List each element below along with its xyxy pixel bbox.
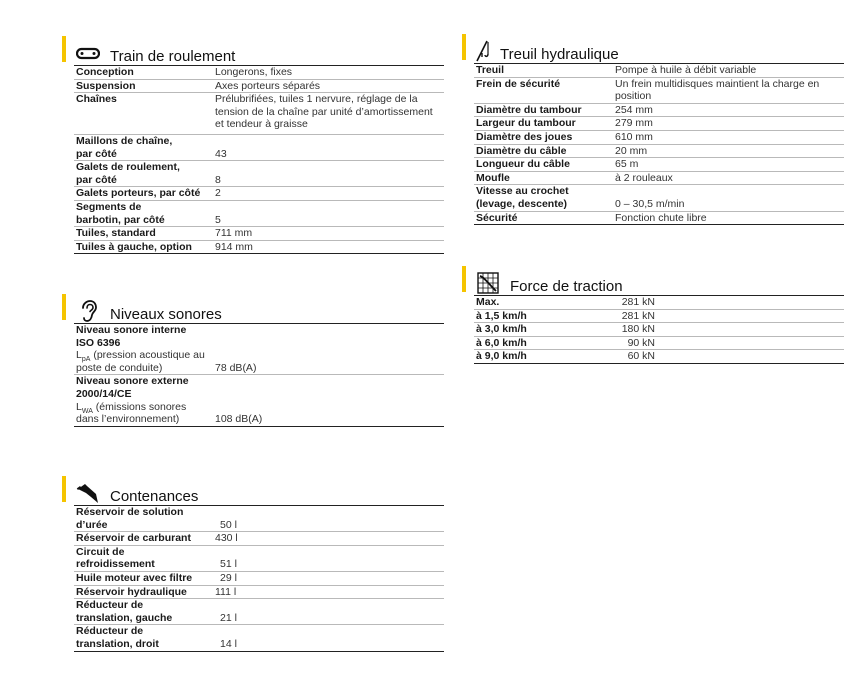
fuel-nozzle-icon [76, 481, 100, 505]
capacities-table [74, 505, 444, 652]
table-row: à 6,0 km/h 90 kN [474, 337, 844, 351]
traction-table [474, 295, 844, 364]
section-niveaux-sonores [62, 294, 444, 426]
table-row: Longueur du câble 65 m [474, 158, 844, 172]
table-row: Vitesse au crochet (levage, descente) 0 – 30,5 m/min [474, 185, 844, 211]
table-row: $L_{pA}$ (pression acoustique au poste de conduite) 78 dB(A) [74, 349, 444, 375]
winch-table [474, 63, 844, 225]
table-row: Conception Longerons, fixes [74, 66, 444, 80]
table-row: Sécurité Fonction chute libre [476, 211, 707, 224]
section-title: Treuil hydraulique [500, 46, 619, 63]
table-row: Huile moteur avec filtre 29 l [74, 572, 444, 586]
section-title: Contenances [110, 488, 199, 505]
grid-chart-icon [476, 271, 500, 295]
table-row: Niveau sonore externe 2000/14/CE [76, 375, 189, 400]
table-row: Réducteur de translation, droit 14 l [76, 625, 237, 650]
sound-table [74, 323, 444, 427]
section-force-de-traction [462, 266, 844, 363]
section-train-de-roulement [62, 36, 444, 253]
winch-hook-icon [474, 39, 498, 63]
section-title: Train de roulement [110, 48, 236, 65]
section-accent-bar [62, 36, 66, 62]
table-row: Largeur du tambour 279 mm [474, 117, 844, 131]
table-row: Maillons de chaîne, par côté 43 [74, 135, 444, 161]
table-row: à 9,0 km/h 60 kN [476, 350, 655, 363]
table-row: Réservoir de solution d’urée 50 l [74, 506, 444, 532]
train-table [74, 65, 444, 254]
section-title: Force de traction [510, 278, 623, 295]
table-row: Circuit de refroidissement 51 l [74, 546, 444, 572]
table-row: Chaînes Prélubrifiées, tuiles 1 nervure, réglage de la tension de la chaîne par unité d’amortissement et tendeur à graisse [74, 93, 444, 135]
section-accent-bar [62, 476, 66, 502]
section-accent-bar [462, 266, 466, 292]
table-row: Segments de barbotin, par côté 5 [74, 201, 444, 227]
table-row: Treuil Pompe à huile à débit variable [474, 64, 844, 78]
section-contenances [62, 476, 444, 650]
table-row: Moufle à 2 rouleaux [474, 172, 844, 186]
table-row: Réducteur de translation, gauche 21 l [74, 599, 444, 625]
table-row: Réservoir hydraulique 111 l [74, 586, 444, 600]
table-row: Tuiles, standard 711 mm [74, 227, 444, 241]
ear-icon [76, 299, 100, 323]
table-row: Suspension Axes porteurs séparés [74, 80, 444, 94]
section-treuil-hydraulique [462, 34, 844, 224]
table-row: $L_{WA}$ (émissions sonores dans l’environnement) 108 dB(A) [76, 400, 263, 426]
section-accent-bar [62, 294, 66, 320]
table-row: Frein de sécurité Un frein multidisques maintient la charge en position [474, 78, 844, 104]
table-row: à 1,5 km/h 281 kN [474, 310, 844, 324]
table-row: Diamètre des joues 610 mm [474, 131, 844, 145]
table-row: Diamètre du tambour 254 mm [474, 104, 844, 118]
table-row: Max. 281 kN [474, 296, 844, 310]
table-row: Galets de roulement, par côté 8 [74, 161, 444, 187]
table-row: Diamètre du câble 20 mm [474, 145, 844, 159]
table-row: Galets porteurs, par côté 2 [74, 187, 444, 201]
table-row: Tuiles à gauche, option 914 mm [76, 240, 253, 253]
table-row: Niveau sonore interne ISO 6396 [76, 324, 187, 349]
track-chain-icon [76, 41, 100, 65]
table-row: Réservoir de carburant 430 l [74, 532, 444, 546]
table-row: à 3,0 km/h 180 kN [474, 323, 844, 337]
section-title: Niveaux sonores [110, 306, 222, 323]
section-accent-bar [462, 34, 466, 60]
